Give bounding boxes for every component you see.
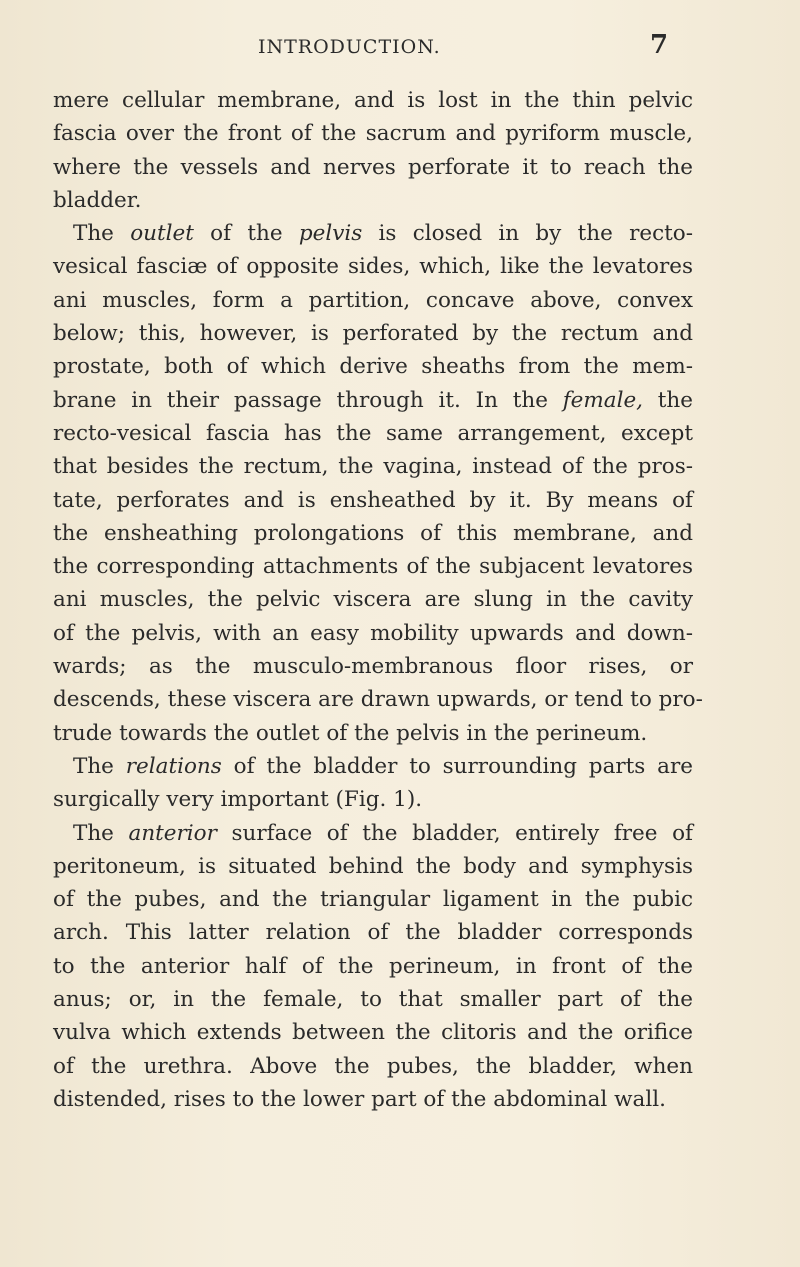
- text-line: prostate, both of which derive sheaths from the mem-: [53, 354, 693, 380]
- text-line: vesical fasciæ of opposite sides, which, like the levatores: [53, 254, 693, 280]
- body-text: [53, 84, 703, 1116]
- text-line: trude towards the outlet of the pelvis in the perineum.: [53, 720, 648, 746]
- text-line: distended, rises to the lower part of the abdominal wall.: [53, 1086, 666, 1112]
- text-line: fascia over the front of the sacrum and pyriform muscle,: [53, 121, 693, 147]
- text-line: descends, these viscera are drawn upwards, or tend to pro-: [53, 687, 703, 713]
- text-line: arch. This latter relation of the bladder corresponds: [53, 920, 693, 946]
- text-line: of the pelvis, with an easy mobility upwards and down-: [53, 620, 693, 646]
- italic-term: relations: [125, 753, 222, 779]
- text-line: where the vessels and nerves perforate it to reach the: [53, 154, 693, 180]
- text-line: anus; or, in the female, to that smaller part of the: [53, 987, 693, 1013]
- text-line: below; this, however, is perforated by the rectum and: [53, 321, 693, 347]
- text-line: wards; as the musculo-membranous floor rises, or: [53, 654, 693, 680]
- text-line: The relations of the bladder to surrounding parts are: [73, 753, 693, 779]
- text-line: bladder.: [53, 187, 142, 213]
- text-line: surgically very important (Fig. 1).: [53, 787, 423, 813]
- text-line: ani muscles, form a partition, concave above, convex: [53, 287, 693, 313]
- text-line: the corresponding attachments of the subjacent levatores: [53, 554, 693, 580]
- text-line: brane in their passage through it. In the female, the: [53, 387, 693, 413]
- text-line: of the urethra. Above the pubes, the bladder, when: [53, 1053, 693, 1079]
- page-number: 7: [650, 30, 669, 60]
- running-head: INTRODUCTION.: [258, 36, 441, 58]
- text-line: mere cellular membrane, and is lost in the thin pelvic: [53, 88, 693, 113]
- text-line: vulva which extends between the clitoris and the orifice: [53, 1020, 693, 1046]
- text-line: peritoneum, is situated behind the body and symphysis: [53, 853, 693, 879]
- text-line: The anterior surface of the bladder, entirely free of: [73, 820, 693, 846]
- text-line: tate, perforates and is ensheathed by it. By means of: [53, 487, 693, 513]
- text-line: The outlet of the pelvis is closed in by the recto-: [73, 221, 693, 247]
- italic-term: outlet: [130, 221, 194, 247]
- text-line: to the anterior half of the perineum, in front of the: [53, 953, 693, 979]
- italic-term: female,: [562, 387, 644, 413]
- text-line: of the pubes, and the triangular ligament in the pubic: [53, 887, 693, 913]
- italic-term: pelvis: [298, 221, 363, 247]
- text-line: ani muscles, the pelvic viscera are slung in the cavity: [53, 587, 693, 613]
- italic-term: anterior: [128, 820, 217, 846]
- page-header: [0, 30, 800, 70]
- text-line: recto-vesical fascia has the same arrangement, except: [53, 420, 693, 446]
- text-line: the ensheathing prolongations of this membrane, and: [53, 520, 693, 546]
- text-line: that besides the rectum, the vagina, instead of the pros-: [53, 454, 693, 480]
